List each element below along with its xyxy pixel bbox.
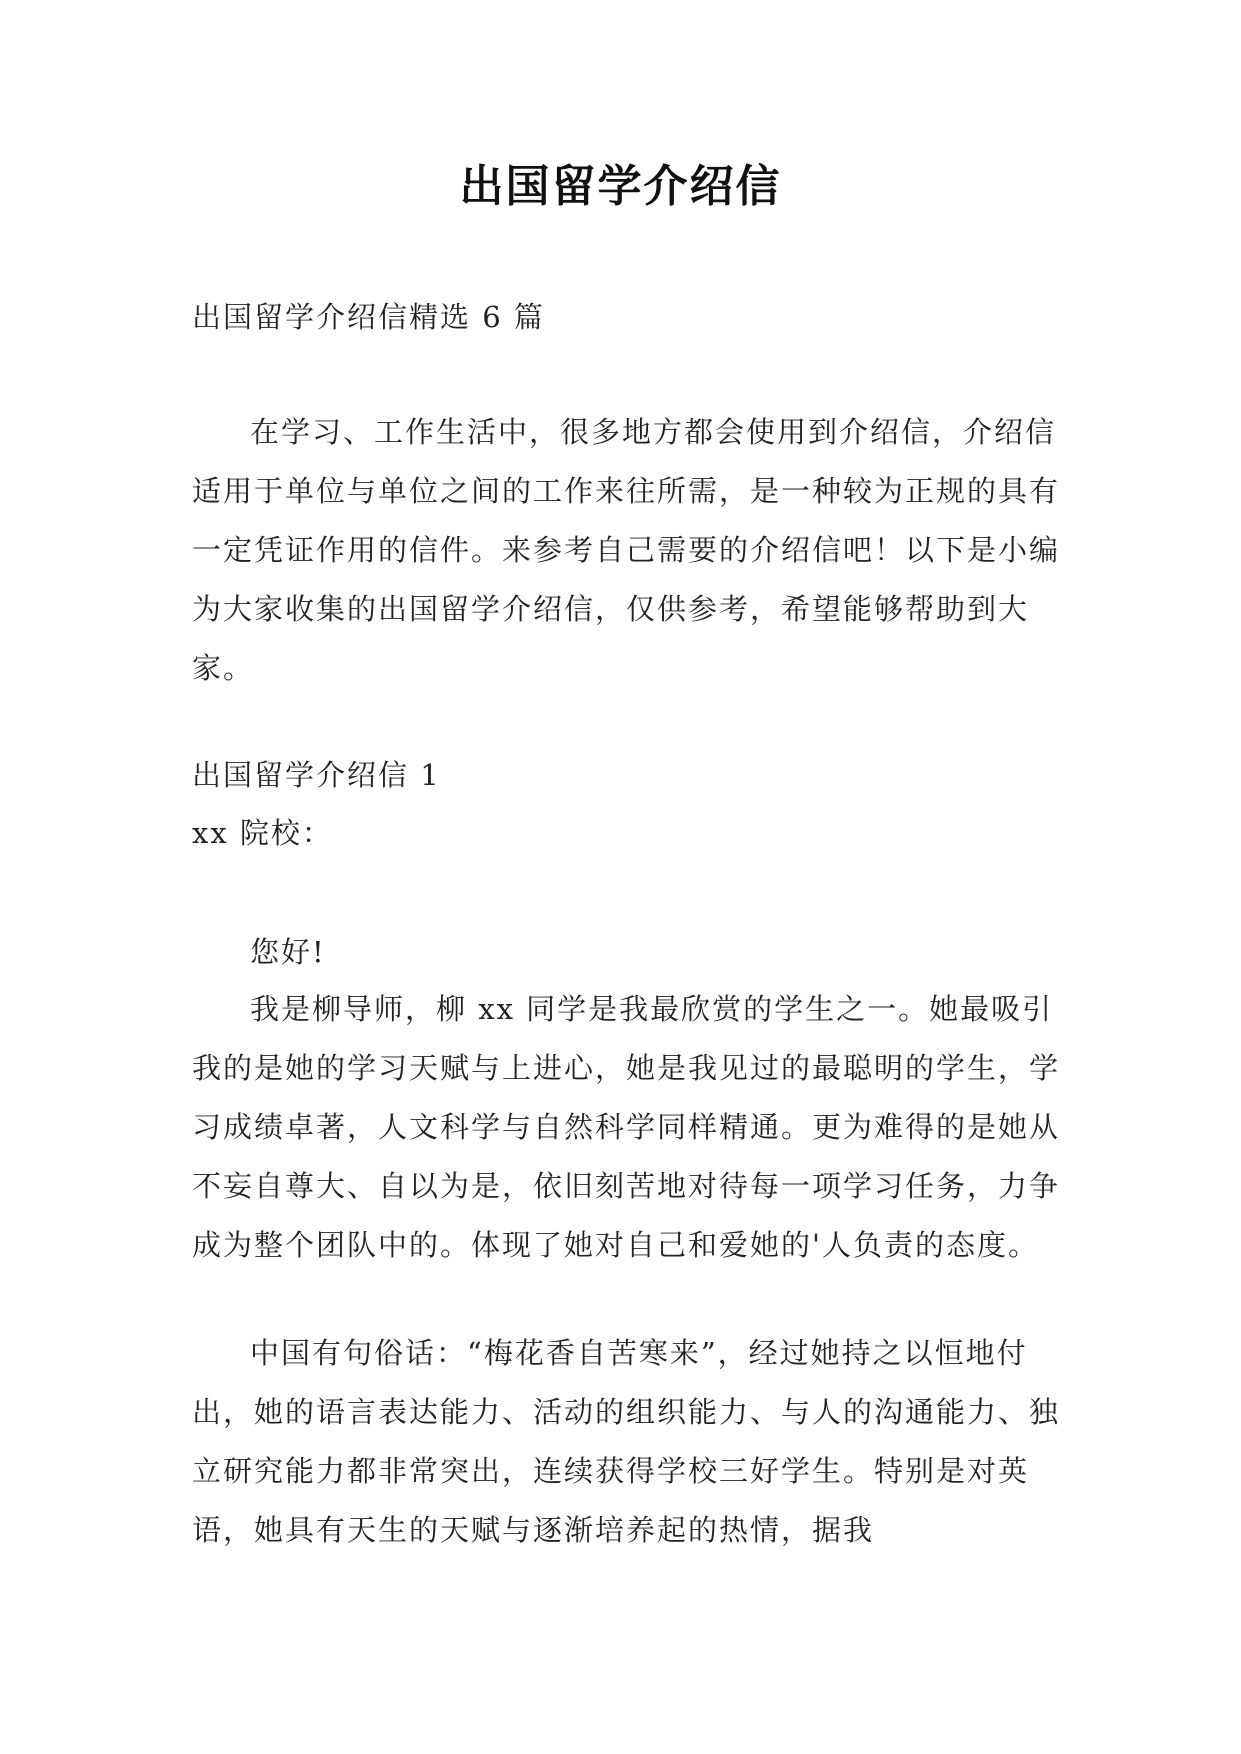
intro-paragraph: 在学习、工作生活中，很多地方都会使用到介绍信，介绍信适用于单位与单位之间的工作来往所需，是一种较为正规的具有一定凭证作用的信件。来参考自己需要的介绍信吧！以下是小编为大家收集的出国留学介绍信，仅供参考，希望能够帮助到大家。 [192, 415, 1061, 685]
letter-paragraph: 中国有句俗话：“梅花香自苦寒来”，经过她持之以恒地付出，她的语言表达能力、活动的组织能力、与人的沟通能力、独立研究能力都非常突出，连续获得学校三好学生。特别是对英语，她具有天生的天赋与逐渐培养起的热情，据我 [192, 1336, 1061, 1547]
letter-addressee: xx 院校： [192, 816, 333, 850]
document-title: 出国留学介绍信 [459, 161, 782, 212]
document-subtitle: 出国留学介绍信精选 6 篇 [192, 300, 545, 334]
letter-title: 出国留学介绍信 1 [192, 758, 441, 792]
letter-paragraph: 我是柳导师，柳 xx 同学是我最欣赏的学生之一。她最吸引我的是她的学习天赋与上进心，她是我见过的最聪明的学生，学习成绩卓著，人文科学与自然科学同样精通。更为难得的是她从不妄自尊大、自以为是，依旧刻苦地对待每一项学习任务，力争成为整个团队中的。体现了她对自己和爱她的'人负责的态度。 [192, 992, 1061, 1262]
letter-greeting: 您好! [250, 935, 326, 969]
